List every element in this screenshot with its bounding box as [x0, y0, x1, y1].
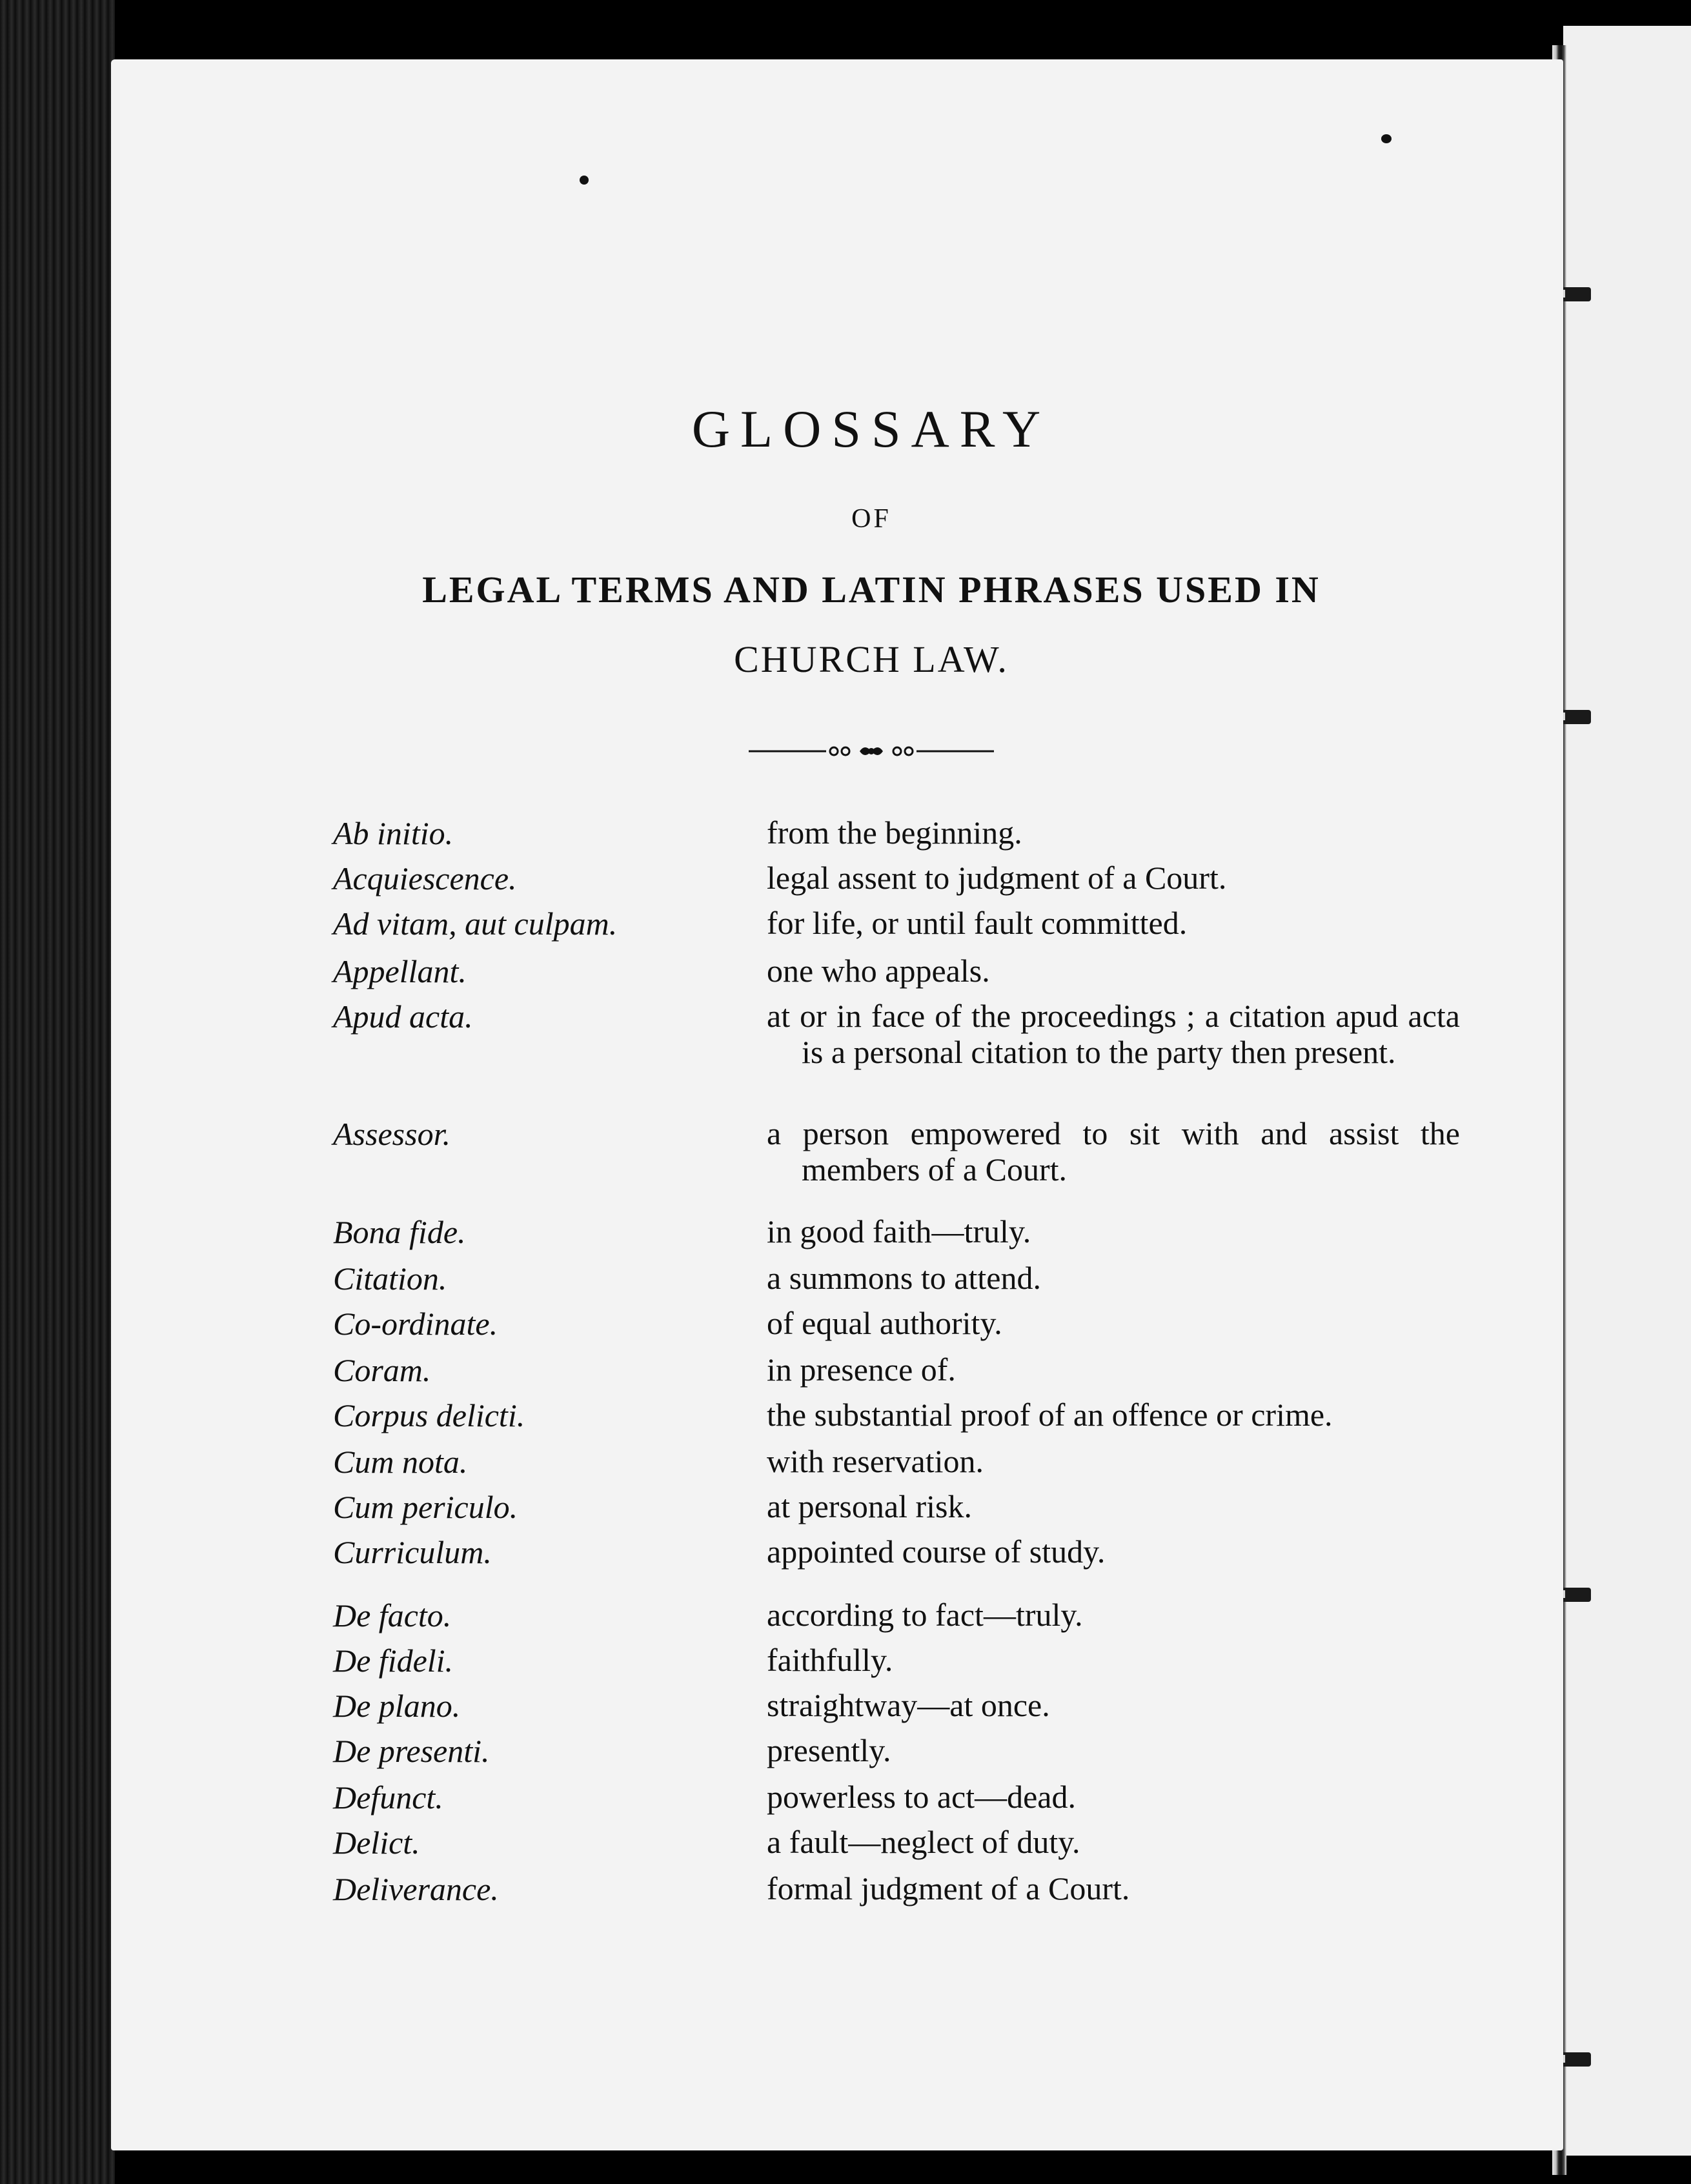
glossary-term: Acquiescence. [333, 860, 517, 896]
glossary-term: Deliverance. [333, 1871, 499, 1907]
glossary-definition: from the beginning. [767, 814, 1022, 851]
glossary-term: Coram. [333, 1352, 431, 1388]
glossary-term: Assessor. [333, 1116, 451, 1152]
glossary-term: De presenti. [333, 1733, 490, 1769]
glossary-definition: in good faith—truly. [767, 1213, 1031, 1249]
glossary-definition: one who appeals. [767, 953, 990, 989]
ink-speck [1381, 134, 1392, 143]
glossary-term: Curriculum. [333, 1534, 492, 1570]
glossary-term: Bona fide. [333, 1214, 466, 1250]
glossary-definition: at personal risk. [767, 1488, 972, 1524]
glossary-term: Defunct. [333, 1779, 443, 1815]
glossary-definition: a fault—neglect of duty. [767, 1824, 1080, 1860]
glossary-definition: at or in face of the proceedings ; a citation apud acta is a personal citation to the party then present. [767, 998, 1460, 1070]
glossary-definition: presently. [767, 1732, 891, 1768]
glossary-term: Ad vitam, aut culpam. [333, 905, 618, 942]
glossary-definition: with reservation. [767, 1443, 984, 1479]
glossary-definition: faithfully. [767, 1642, 893, 1678]
glossary-definition: the substantial proof of an offence or crime. [767, 1397, 1333, 1433]
glossary-term: Citation. [333, 1260, 447, 1297]
glossary-definition: a person empowered to sit with and assist the members of a Court. [767, 1115, 1460, 1188]
glossary-term: Cum nota. [333, 1444, 468, 1480]
glossary-definition: straightway—at once. [767, 1687, 1050, 1723]
glossary-definition: according to fact—truly. [767, 1597, 1083, 1633]
glossary-definition: appointed course of study. [767, 1533, 1106, 1570]
glossary-term: Corpus delicti. [333, 1397, 525, 1433]
glossary-subtitle-line-1: LEGAL TERMS AND LATIN PHRASES USED IN [422, 569, 1321, 611]
glossary-term: De fideli. [333, 1643, 454, 1679]
ornamental-rule [749, 737, 994, 765]
title-connector: OF [851, 504, 891, 534]
glossary-term: Delict. [333, 1825, 420, 1861]
glossary-subtitle-line-2: CHURCH LAW. [734, 638, 1009, 680]
facing-page-edge [1563, 26, 1691, 2156]
glossary-term: Appellant. [333, 953, 467, 989]
ink-speck [580, 176, 589, 185]
glossary-definition: legal assent to judgment of a Court. [767, 860, 1227, 896]
glossary-definition: a summons to attend. [767, 1260, 1041, 1296]
book-edge [0, 0, 115, 2184]
glossary-term: Co-ordinate. [333, 1306, 498, 1342]
glossary-definition: for life, or until fault committed. [767, 905, 1188, 941]
glossary-term: Cum periculo. [333, 1489, 518, 1525]
glossary-definition: in presence of. [767, 1351, 956, 1388]
glossary-definition: powerless to act—dead. [767, 1779, 1077, 1815]
glossary-term: Apud acta. [333, 998, 473, 1035]
glossary-term: De plano. [333, 1688, 461, 1724]
glossary-definition: formal judgment of a Court. [767, 1870, 1130, 1906]
glossary-definition: of equal authority. [767, 1305, 1002, 1341]
glossary-term: Ab initio. [333, 815, 454, 851]
glossary-title: GLOSSARY [691, 399, 1051, 458]
glossary-term: De facto. [333, 1597, 452, 1633]
